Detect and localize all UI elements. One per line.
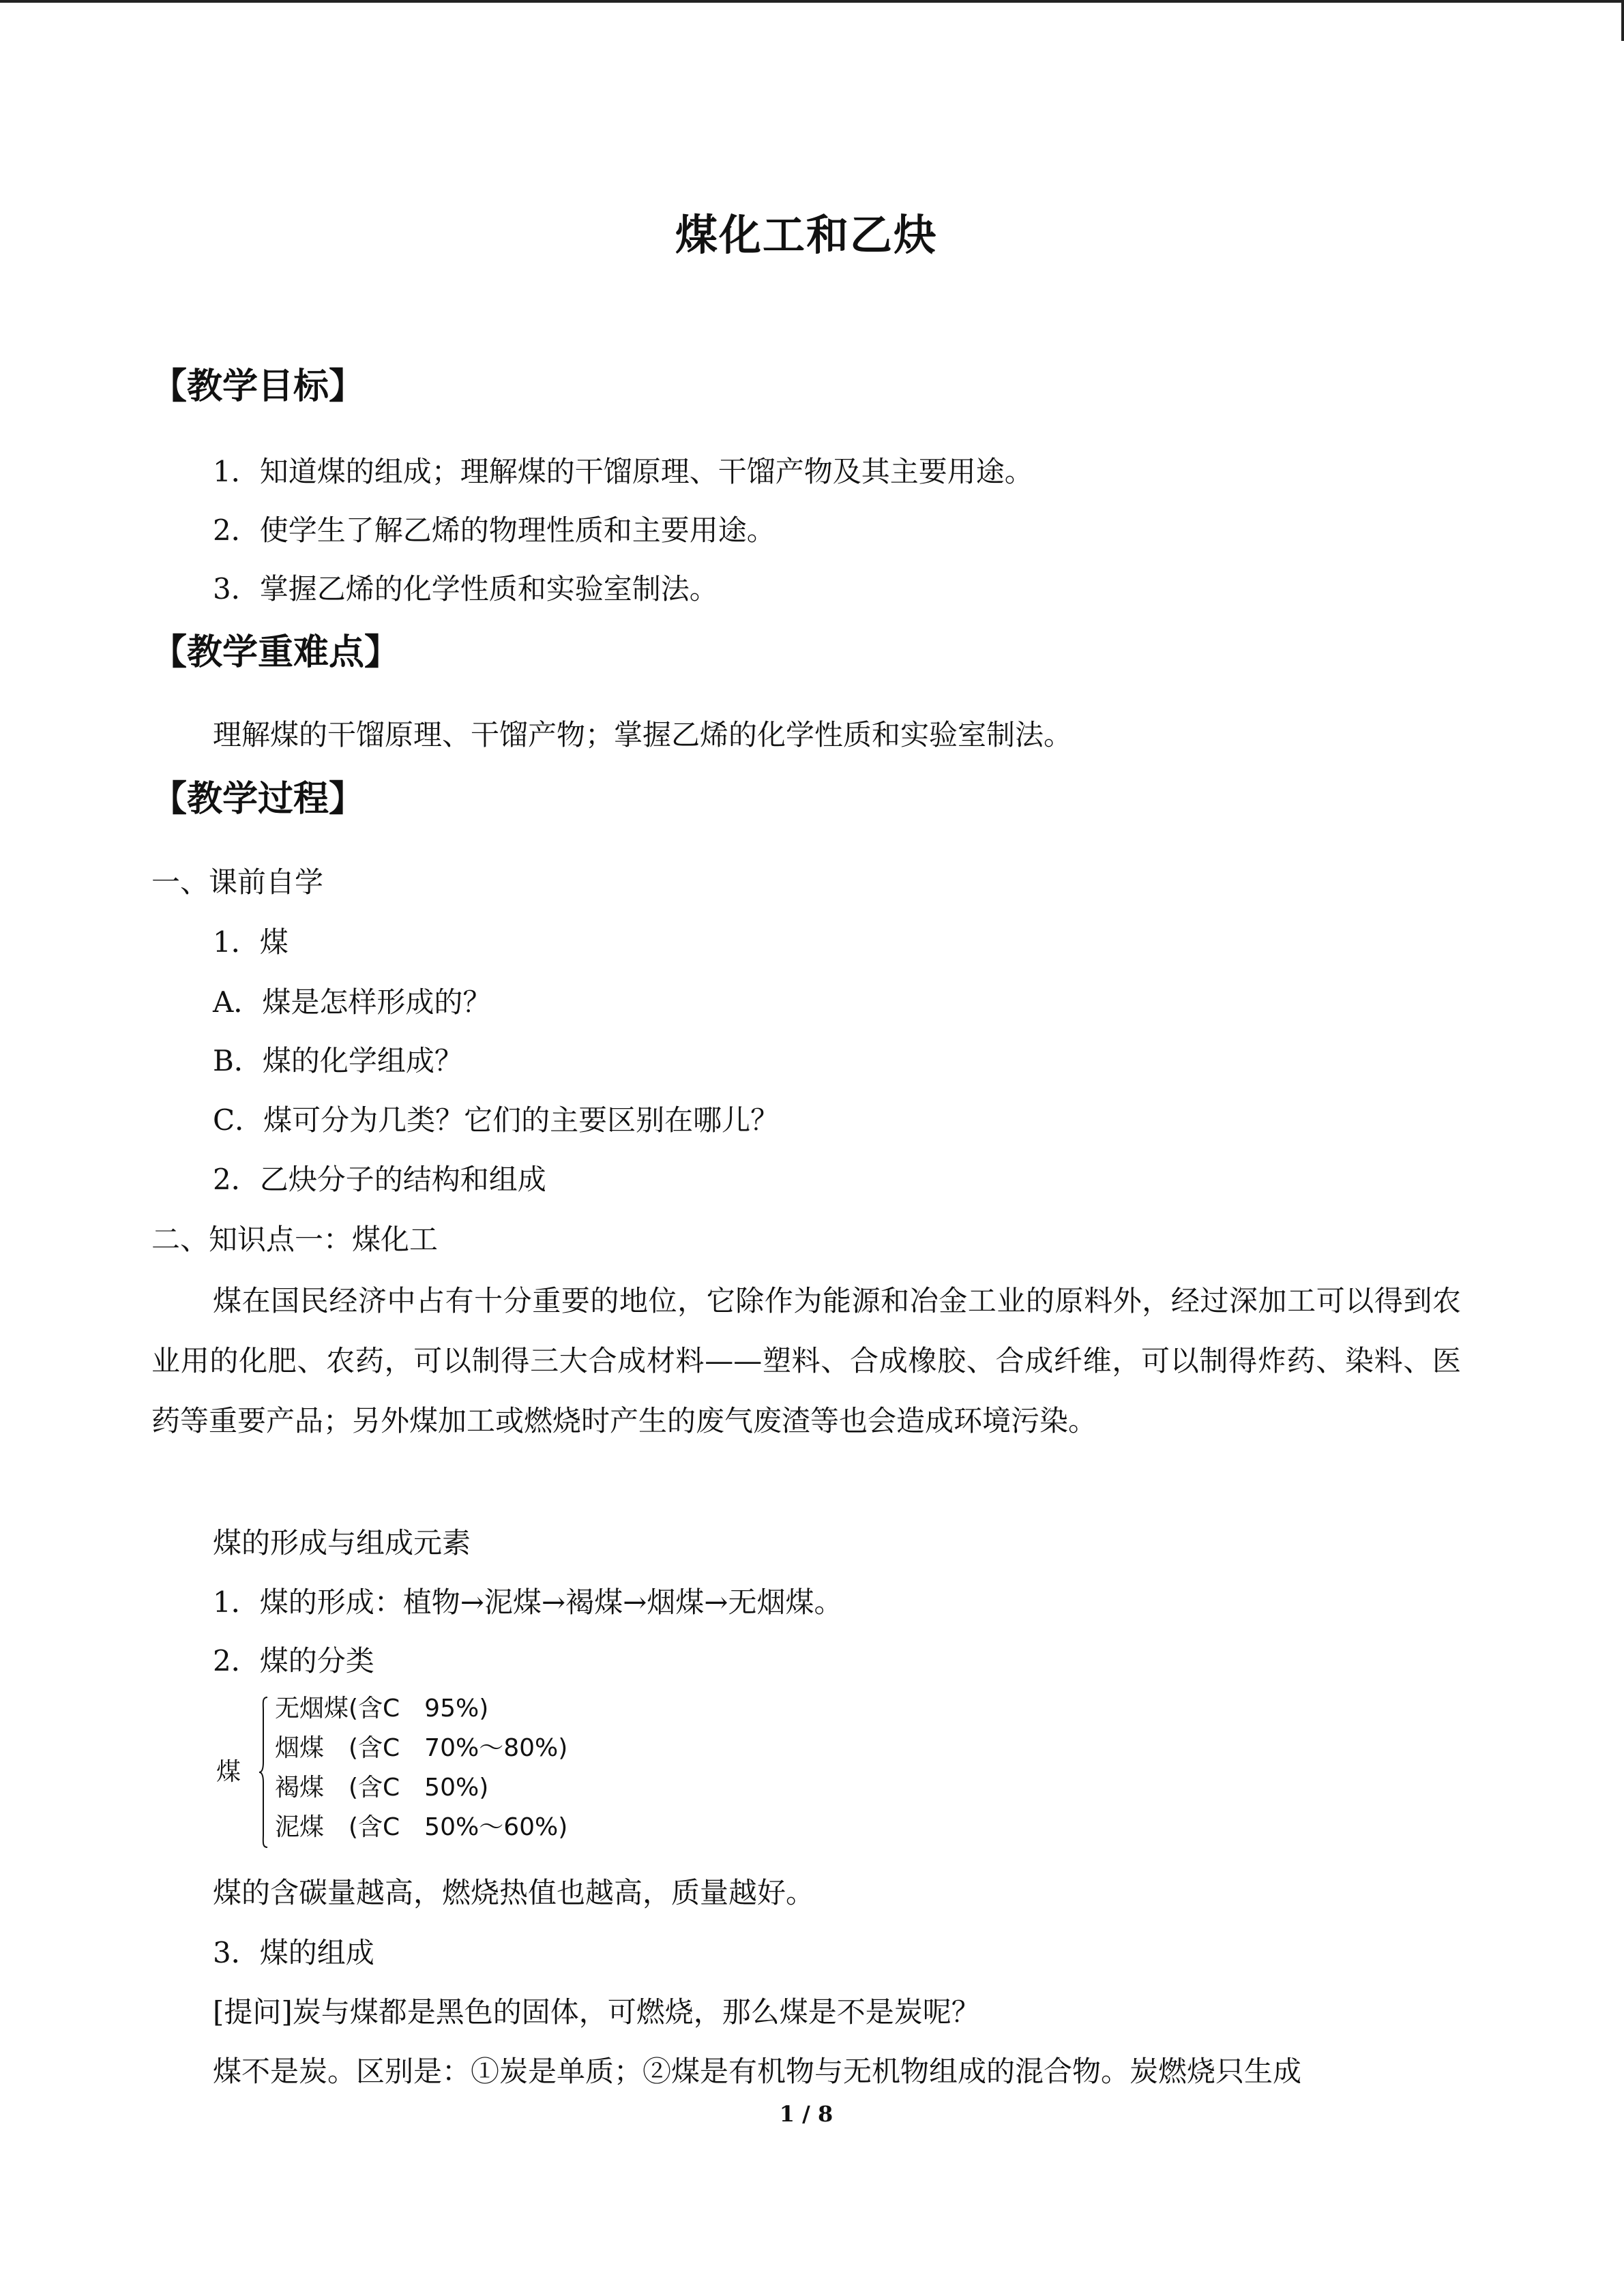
coal-classification-diagram [216,1691,639,1855]
part1-item-a: A．煤是怎样形成的？ [213,985,492,1019]
curly-brace-icon [259,1697,268,1848]
classification-row-bituminous: 烟煤 (含C 70%～80%) [275,1734,568,1762]
classification-row-peat: 泥煤 (含C 50%～60%) [275,1813,568,1841]
objective-item-3: 3．掌握乙烯的化学性质和实验室制法。 [213,572,718,606]
classification-heading: 2．煤的分类 [213,1644,374,1678]
classification-label: 煤 [216,1758,241,1786]
part1-item-1: 1．煤 [213,925,289,959]
objectives-heading: 【教学目标】 [151,366,365,407]
composition-heading: 3．煤的组成 [213,1936,374,1969]
coal-formation-line: 1．煤的形成：植物→泥煤→褐煤→烟煤→无烟煤。 [213,1585,843,1619]
formation-subheading: 煤的形成与组成元素 [213,1526,471,1560]
coal-intro-paragraph: 煤在国民经济中占有十分重要的地位，它除作为能源和冶金工业的原料外，经过深加工可以得到农业用的化肥、农药，可以制得三大合成材料——塑料、合成橡胶、合成纤维，可以制得炸药、染料、医药等重要产品；另外煤加工或燃烧时产生的废气废渣等也会造成环境污染。 [151,1284,1461,1437]
page-number: 1 / 8 [779,2101,833,2127]
right-border [1621,0,1624,41]
classification-row-anthracite: 无烟煤(含C 95%) [275,1695,489,1723]
key-points-heading: 【教学重难点】 [151,632,400,673]
process-heading: 【教学过程】 [151,779,365,820]
objective-item-1: 1．知道煤的组成；理解煤的干馏原理、干馏产物及其主要用途。 [213,455,1033,488]
part1-heading: 一、课前自学 [151,865,324,899]
key-points-text: 理解煤的干馏原理、干馏产物；掌握乙烯的化学性质和实验室制法。 [213,718,1073,751]
question-line: [提问]炭与煤都是黑色的固体，可燃烧，那么煤是不是炭呢？ [213,1995,980,2029]
classification-row-lignite: 褐煤 (含C 50%) [275,1774,489,1802]
part1-item-c: C．煤可分为几类？它们的主要区别在哪儿？ [213,1103,780,1137]
document-title: 煤化工和乙炔 [675,210,937,260]
answer-line: 煤不是炭。区别是：①炭是单质；②煤是有机物与无机物组成的混合物。炭燃烧只生成 [213,2055,1302,2088]
part2-heading: 二、知识点一：煤化工 [151,1223,439,1256]
objective-item-2: 2．使学生了解乙烯的物理性质和主要用途。 [213,513,776,547]
part1-item-2: 2．乙炔分子的结构和组成 [213,1163,546,1196]
part1-item-b: B．煤的化学组成？ [213,1044,463,1077]
classification-conclusion: 煤的含碳量越高，燃烧热值也越高，质量越好。 [213,1876,815,1909]
top-border [0,0,1624,3]
